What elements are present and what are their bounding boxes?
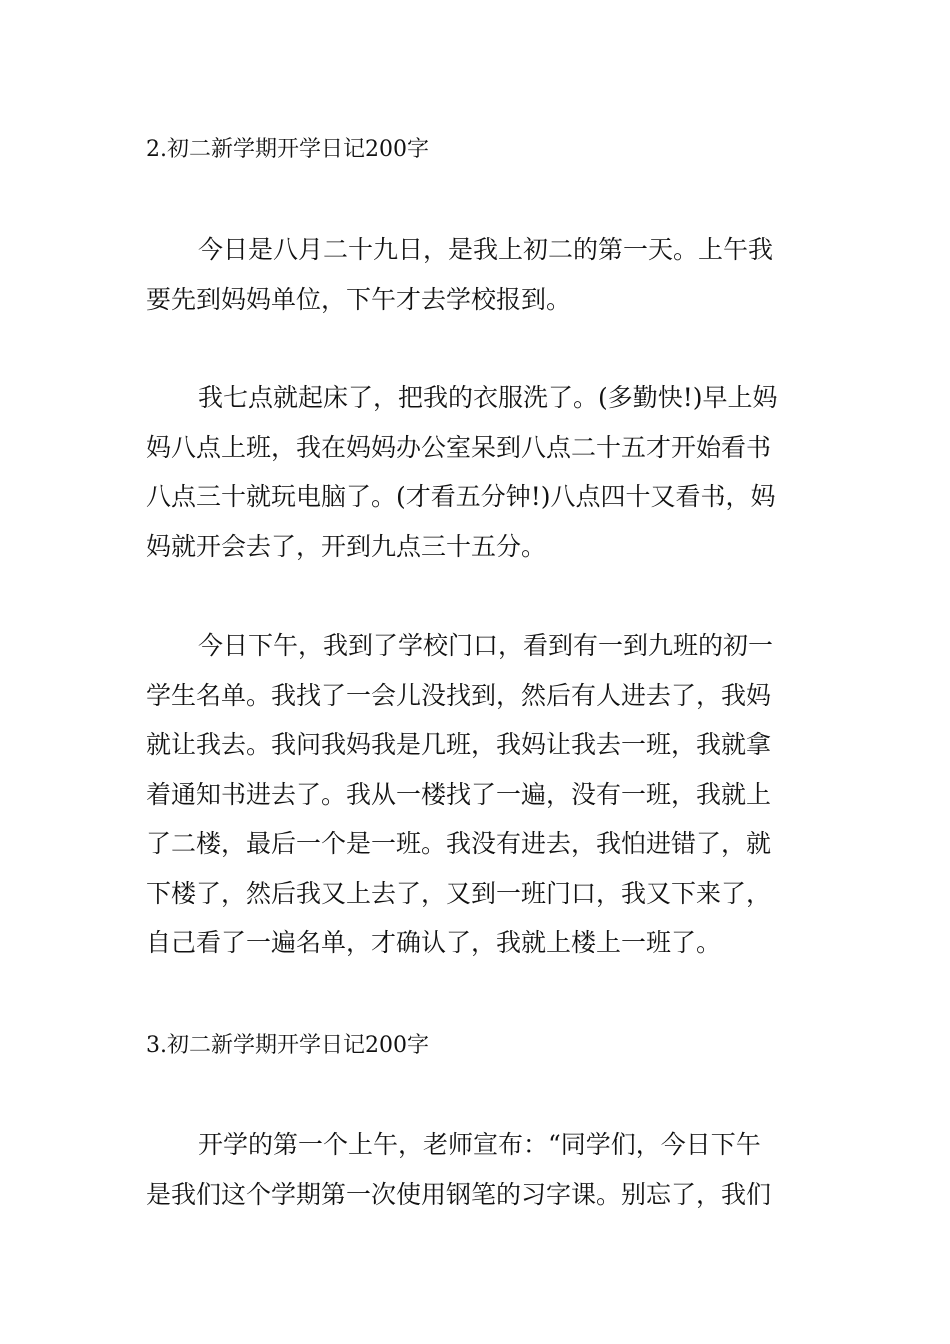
paragraph-line: 要先到妈妈单位，下午才去学校报到。	[146, 284, 572, 314]
paragraph-line: 八点三十就玩电脑了。(才看五分钟!)八点四十又看书，妈	[146, 482, 776, 511]
paragraph-3	[146, 621, 808, 968]
paragraph-line: 今日是八月二十九日，是我上初二的第一天。上午我	[198, 235, 774, 264]
paragraph-line: 我七点就起床了，把我的衣服洗了。(多勤快!)早上妈	[198, 383, 778, 412]
paragraph-line: 妈就开会去了，开到九点三十五分。	[146, 531, 547, 561]
paragraph-line: 妈八点上班，我在妈妈办公室呆到八点二十五才开始看书	[146, 432, 772, 462]
paragraph-line: 今日下午，我到了学校门口，看到有一到九班的初一	[198, 631, 774, 660]
paragraph-line: 是我们这个学期第一次使用钢笔的习字课。别忘了，我们	[146, 1179, 772, 1209]
paragraph-line: 下楼了，然后我又上去了，又到一班门口，我又下来了，	[146, 878, 772, 908]
paragraph-line: 着通知书进去了。我从一楼找了一遍，没有一班，我就上	[146, 779, 772, 809]
paragraph-line: 了二楼，最后一个是一班。我没有进去，我怕进错了，就	[146, 829, 772, 858]
paragraph-line: 自己看了一遍名单，才确认了，我就上楼上一班了。	[146, 928, 722, 957]
section-heading-2: 2.初二新学期开学日记200字	[146, 137, 429, 162]
paragraph-line: 开学的第一个上午，老师宣布：“同学们，今日下午	[198, 1130, 761, 1159]
paragraph-line: 就让我去。我问我妈我是几班，我妈让我去一班，我就拿	[146, 730, 772, 759]
paragraph-2	[146, 373, 808, 571]
paragraph-line: 学生名单。我找了一会儿没找到，然后有人进去了，我妈	[146, 680, 772, 710]
section-heading-3: 3.初二新学期开学日记200字	[146, 1033, 429, 1058]
paragraph-4	[146, 1120, 808, 1219]
paragraph-1	[146, 225, 808, 324]
